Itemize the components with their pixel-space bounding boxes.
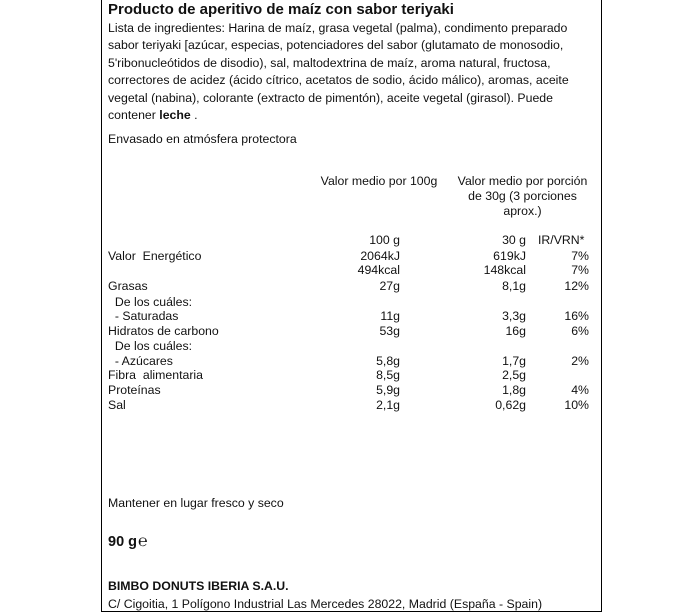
row-label: Proteínas [108, 383, 161, 397]
allergen-text: leche [159, 108, 191, 123]
header-per-portion-line1: Valor medio por porción [457, 174, 588, 188]
estimated-sign-icon: ℮ [138, 533, 148, 550]
packaging-note: Envasado en atmósfera protectora [108, 132, 297, 146]
row-value-100g: 11g [380, 309, 400, 323]
row-value-30g: 2,5g [502, 368, 526, 382]
row-label: De los cuáles: [108, 339, 193, 353]
row-label: Sal [108, 398, 126, 412]
row-value-100g: 27g [379, 279, 400, 293]
row-label: Fibra alimentaria [108, 368, 203, 382]
row-value-30g: 8,1g [502, 279, 526, 293]
row-value-100g: 494kcal [357, 263, 400, 277]
row-value-ir: 4% [571, 383, 589, 397]
row-value-100g: 8,5g [376, 368, 400, 382]
row-value-100g: 2064kJ [360, 249, 400, 263]
ingredients-end: . [190, 108, 198, 123]
ingredients-text [108, 20, 596, 124]
net-weight-value: 90 g [108, 534, 138, 550]
row-value-30g: 1,8g [502, 383, 526, 397]
row-value-100g: 53g [379, 324, 400, 338]
row-value-ir: 7% [571, 249, 589, 263]
row-label: - Azúcares [108, 354, 173, 368]
row-label: Hidratos de carbono [108, 324, 219, 338]
storage-note: Mantener en lugar fresco y seco [108, 496, 284, 510]
nutrition-label [101, 0, 602, 612]
row-label: De los cuáles: [108, 295, 193, 309]
company-name: BIMBO DONUTS IBERIA S.A.U. [108, 579, 289, 593]
row-value-30g: 148kcal [483, 263, 526, 277]
row-value-ir: 10% [564, 398, 589, 412]
row-value-30g: 3,3g [502, 309, 526, 323]
row-value-ir: 2% [571, 354, 589, 368]
row-value-100g: 2,1g [376, 398, 400, 412]
row-label: Grasas [108, 279, 148, 293]
header-per-portion-line3: aprox.) [503, 204, 542, 218]
unit-ir: IR/VRN* [538, 233, 585, 247]
row-label: - Saturadas [108, 309, 179, 323]
row-value-ir: 12% [564, 279, 589, 293]
product-title: Producto de aperitivo de maíz con sabor teriyaki [108, 1, 454, 18]
unit-30g: 30 g [502, 233, 526, 247]
row-value-30g: 0,62g [495, 398, 526, 412]
header-per-100g: Valor medio por 100g [320, 174, 438, 188]
row-value-30g: 619kJ [493, 249, 526, 263]
row-value-30g: 1,7g [502, 354, 526, 368]
net-weight [108, 533, 148, 551]
row-value-100g: 5,9g [376, 383, 400, 397]
row-value-30g: 16g [505, 324, 526, 338]
company-address: C/ Cigoitia, 1 Polígono Industrial Las Mercedes 28022, Madrid (España - Spain) [108, 597, 543, 611]
ingredients-list: Lista de ingredientes: Harina de maíz, grasa vegetal (palma), condimento preparado sabor teriyaki [azúcar, especias, potenciadores del sabor (glutamato de monosodio, 5'ribonucleótidos de disodio), sal, maltodextrina de maíz, aroma natural, fructosa, correctores de acidez (ácido cítrico, acetatos de sodio, ácido málico), aromas, aceite vegetal (nabina), colorante (extracto de pimentón), aceite vegetal (girasol). Puede contener [108, 21, 569, 123]
row-value-ir: 16% [564, 309, 589, 323]
row-value-ir: 7% [571, 263, 589, 277]
unit-100g: 100 g [369, 233, 400, 247]
header-per-portion-line2: de 30g (3 porciones [468, 189, 577, 203]
row-label: Valor Energético [108, 249, 202, 263]
row-value-ir: 6% [571, 324, 589, 338]
row-value-100g: 5,8g [376, 354, 400, 368]
